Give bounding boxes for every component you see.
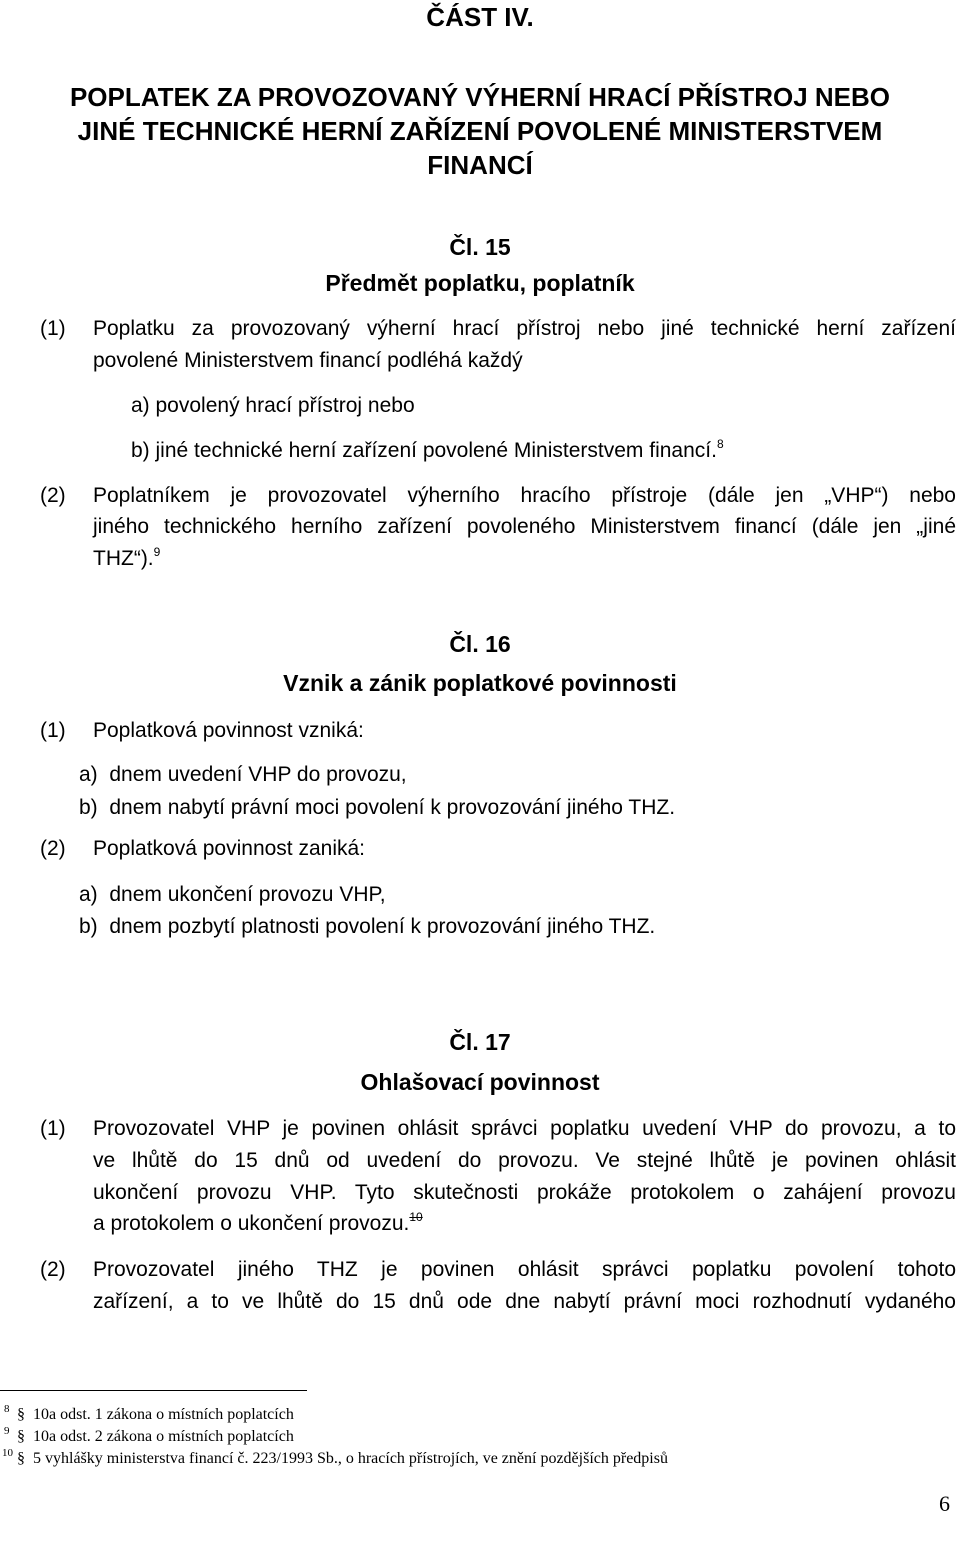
footnote-separator <box>0 1390 307 1391</box>
art15-paragraph-1-line-1: Poplatku za provozovaný výherní hrací přístroj nebo jiné technické herní zařízení <box>93 317 956 340</box>
chapter-heading-line-1: POPLATEK ZA PROVOZOVANÝ VÝHERNÍ HRACÍ PŘÍSTROJ NEBO <box>69 82 891 112</box>
footnote-ref-10: 10 <box>409 1210 423 1224</box>
footnote-8-text: 10a odst. 1 zákona o místních poplatcích <box>33 1406 294 1423</box>
art15-paragraph-1-number: (1) <box>40 317 66 340</box>
article-16-number: Čl. 16 <box>449 631 511 657</box>
section-sign-8: § <box>17 1406 25 1423</box>
footnote-ref-8: 8 <box>716 437 724 451</box>
article-15-number: Čl. 15 <box>449 234 511 260</box>
art15-item-a: a) povolený hrací přístroj nebo <box>131 394 415 417</box>
article-17-number: Čl. 17 <box>449 1029 511 1055</box>
art15-item-b <box>131 439 724 463</box>
art15-paragraph-2-line-2: jiného technického herního zařízení povoleného Ministerstvem financí (dále jen „jiné <box>93 515 956 538</box>
art16-paragraph-1-item-b: b) dnem nabytí právní moci povolení k provozování jiného THZ. <box>79 796 676 819</box>
article-16-title: Vznik a zánik poplatkové povinnosti <box>283 670 677 696</box>
art15-paragraph-2-line-3-text: THZ“). <box>93 547 154 570</box>
footnote-9-number: 9 <box>4 1425 10 1437</box>
part-title: ČÁST IV. <box>426 2 534 32</box>
art15-paragraph-2-line-1: Poplatníkem je provozovatel výherního hracího přístroje (dále jen „VHP“) nebo <box>93 484 956 507</box>
article-15-title: Předmět poplatku, poplatník <box>325 270 635 296</box>
art15-item-b-text: b) jiné technické herní zařízení povolené Ministerstvem financí. <box>131 439 717 462</box>
art17-paragraph-1-line-2: ve lhůtě do 15 dnů od uvedení do provozu. Ve stejné lhůtě je povinen ohlásit <box>93 1149 956 1172</box>
footnote-8-number: 8 <box>4 1403 10 1415</box>
footnote-9-text: 10a odst. 2 zákona o místních poplatcích <box>33 1428 294 1445</box>
art15-paragraph-2-number: (2) <box>40 484 66 507</box>
art15-paragraph-1-line-2: povolené Ministerstvem financí podléhá každý <box>93 349 523 372</box>
art16-paragraph-2-text: Poplatková povinnost zaniká: <box>93 837 366 860</box>
art16-paragraph-1-number: (1) <box>40 719 66 742</box>
art17-paragraph-1-line-3: ukončení provozu VHP. Tyto skutečnosti prokáže protokolem o zahájení provozu <box>93 1181 956 1204</box>
art17-paragraph-1-line-4-text: a protokolem o ukončení provozu. <box>93 1212 410 1235</box>
art16-paragraph-1-text: Poplatková povinnost vzniká: <box>93 719 364 742</box>
art17-paragraph-2-line-2: zařízení, a to ve lhůtě do 15 dnů ode dne nabytí právní moci rozhodnutí vydaného <box>93 1290 956 1313</box>
page-number: 6 <box>939 1491 950 1516</box>
art17-paragraph-1-line-4 <box>93 1212 423 1236</box>
article-17-title: Ohlašovací povinnost <box>360 1069 600 1095</box>
art17-paragraph-1-number: (1) <box>40 1117 66 1140</box>
art17-paragraph-1-line-1: Provozovatel VHP je povinen ohlásit správci poplatku uvedení VHP do provozu, a to <box>93 1117 956 1140</box>
art16-paragraph-2-number: (2) <box>40 837 66 860</box>
chapter-heading-line-2: JINÉ TECHNICKÉ HERNÍ ZAŘÍZENÍ POVOLENÉ MINISTERSTVEM <box>77 116 883 146</box>
art17-paragraph-2-number: (2) <box>40 1258 66 1281</box>
art16-paragraph-2-item-a: a) dnem ukončení provozu VHP, <box>79 883 386 906</box>
art15-paragraph-2-line-3 <box>93 547 160 571</box>
art16-paragraph-2-item-b: b) dnem pozbytí platnosti povolení k provozování jiného THZ. <box>79 915 656 938</box>
section-sign-9: § <box>17 1428 25 1445</box>
footnote-10-text: 5 vyhlášky ministerstva financí č. 223/1993 Sb., o hracích přístrojích, ve znění pozdějších předpisů <box>33 1450 668 1467</box>
art16-paragraph-1-item-a: a) dnem uvedení VHP do provozu, <box>79 763 407 786</box>
footnote-10-number: 10 <box>2 1447 13 1459</box>
section-sign-10: § <box>17 1450 25 1467</box>
chapter-heading-line-3: FINANCÍ <box>427 150 533 180</box>
art17-paragraph-2-line-1: Provozovatel jiného THZ je povinen ohlásit správci poplatku povolení tohoto <box>93 1258 956 1281</box>
footnote-ref-9: 9 <box>153 545 161 559</box>
